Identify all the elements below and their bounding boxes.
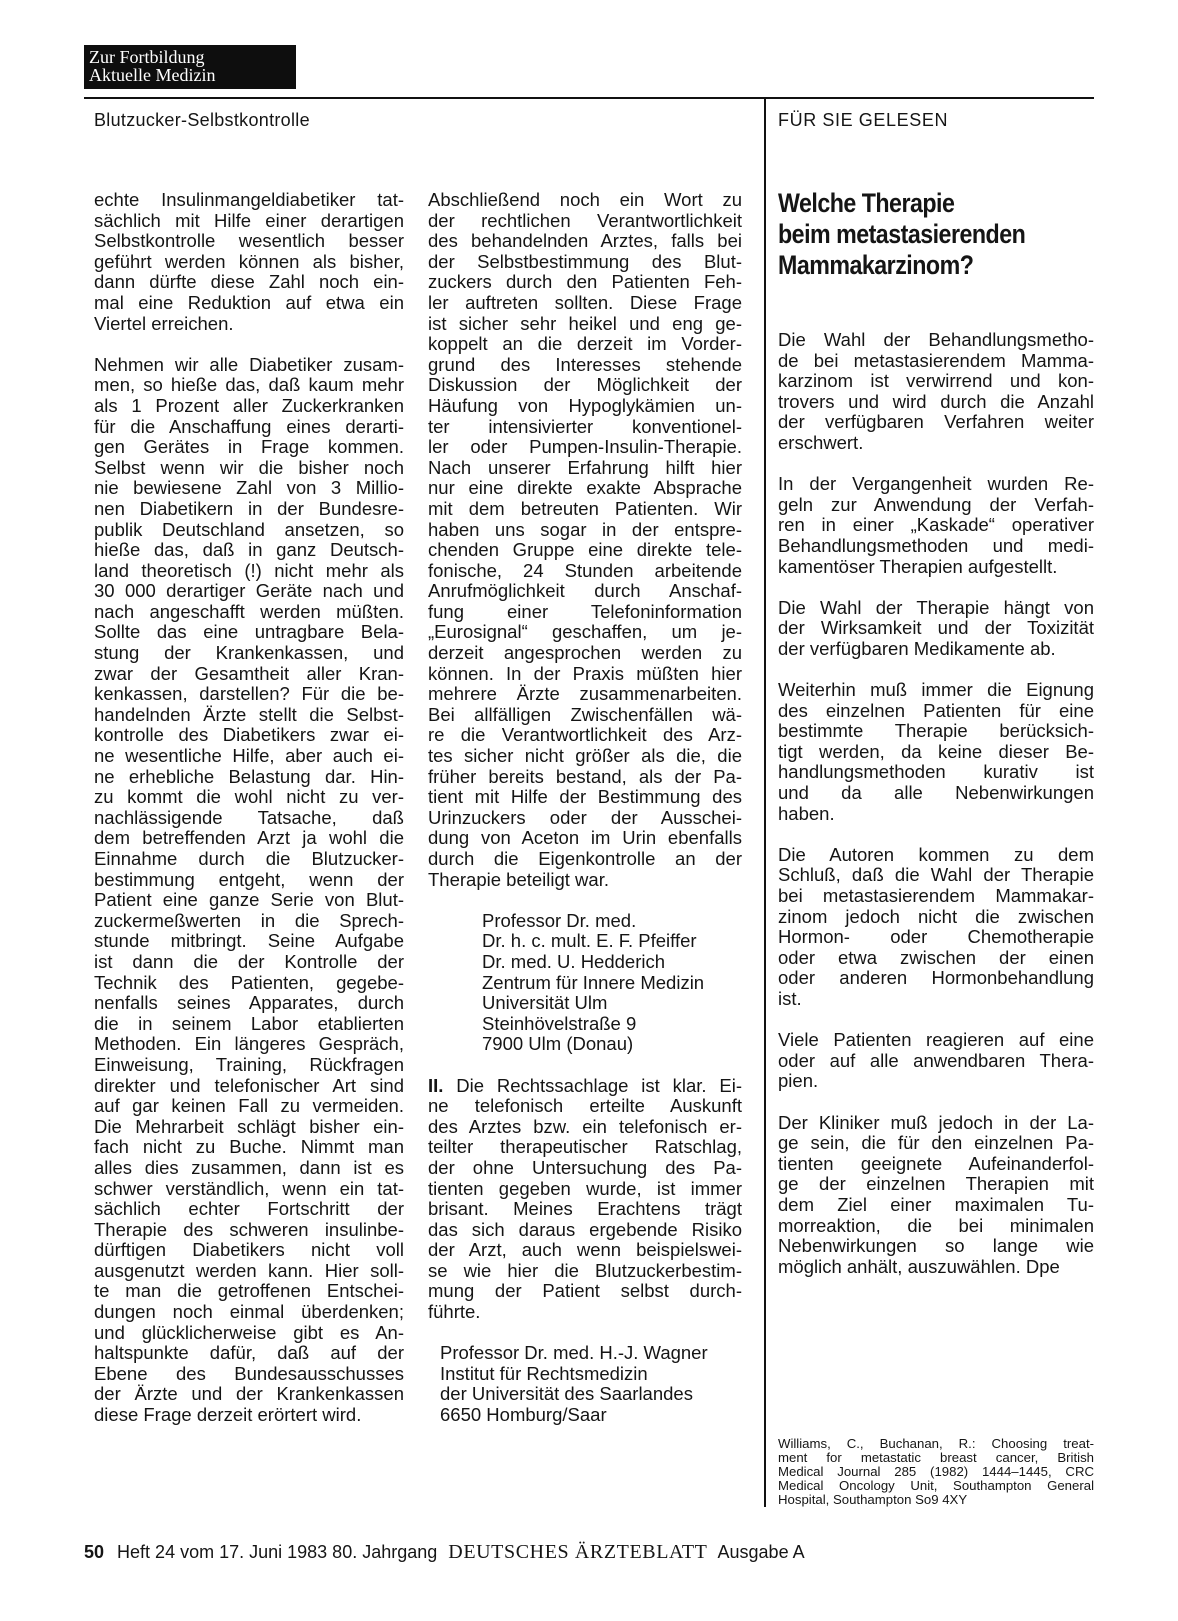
text-line: brisant. Meines Erachtens trägt	[428, 1198, 742, 1220]
text-line: ler auftreten sollten. Diese Frage	[428, 291, 742, 313]
text-line: und glücklicherweise gibt es An-	[94, 1321, 404, 1343]
text-line: ist.	[778, 988, 802, 1009]
text-line: nach angeschafft werden müßten.	[94, 600, 404, 622]
text-line: handlungsmethoden kurativ ist	[778, 761, 1094, 783]
text-line: re die Verantwortlichkeit des Arz-	[428, 724, 742, 746]
text-line: Professor Dr. med. H.-J. Wagner	[440, 1342, 708, 1364]
text-line: das sich daraus ergebende Risiko	[428, 1218, 742, 1240]
text-line: dung von Aceton im Urin ebenfalls	[428, 827, 742, 849]
col3-paragraph	[778, 845, 1094, 1010]
text-line: Medical Oncology Unit, Southampton General	[778, 1478, 1094, 1493]
text-line: trovers und wird durch die Anzahl	[778, 390, 1094, 412]
text-line: zu kommt die wohl nicht zu ver-	[94, 786, 404, 808]
text-line: haben.	[778, 802, 835, 824]
text-line-content: Die Rechtssachlage ist klar. Ei-	[443, 1074, 742, 1096]
text-line: morreaktion, die bei minimalen	[778, 1214, 1094, 1236]
text-line: schwer verständlich, wenn ein tat-	[94, 1177, 404, 1199]
text-line: Selbstkontrolle wesentlich besser	[94, 230, 404, 252]
text-line: publik Deutschland ansetzen, so	[94, 518, 404, 540]
text-line: Ebene des Bundesausschusses	[94, 1362, 404, 1384]
text-line: Häufung von Hypoglykämien un-	[428, 394, 742, 416]
text-line: des Arztes bzw. ein telefonisch er-	[428, 1115, 742, 1137]
text-line: der Wirksamkeit und der Toxizität	[778, 617, 1094, 639]
text-line: ne erhebliche Belastung dar. Hin-	[94, 765, 404, 787]
running-head-right: FÜR SIE GELESEN	[778, 110, 949, 130]
text-line: ter intensivierter konventionel-	[428, 415, 742, 437]
text-line: ler oder Pumpen-Insulin-Therapie.	[428, 436, 742, 458]
text-line: nur eine direkte exakte Absprache	[428, 477, 742, 499]
text-line: ren in einer „Kaskade“ operativer	[778, 514, 1094, 536]
text-line: In der Vergangenheit wurden Re-	[778, 473, 1094, 495]
section-label: II.	[428, 1074, 444, 1096]
section-header-box	[84, 45, 296, 89]
column-divider	[764, 99, 766, 1507]
text-line: die in seinem Labor etablierten	[94, 1012, 404, 1034]
text-line: direkter und telefonischer Art sind	[94, 1074, 404, 1096]
text-line: nie bewiesene Zahl von 3 Millio-	[94, 477, 404, 499]
edition-label: Ausgabe A	[717, 1542, 805, 1562]
text-line: ausgenutzt werden kann. Hier soll-	[94, 1259, 404, 1281]
text-line: sächlich echter Fortschritt der	[94, 1198, 404, 1220]
text-line: alles dies zusammen, dann ist es	[94, 1156, 404, 1178]
text-line: hieße das, daß in ganz Deutsch-	[94, 539, 404, 561]
text-line: ist sicher sehr heikel und eng ge-	[428, 312, 742, 334]
column-2	[428, 190, 742, 1426]
text-line: Sollte das eine untragbare Bela-	[94, 621, 404, 643]
text-line: Einweisung, Training, Rückfragen	[94, 1053, 404, 1075]
text-line: stung der Krankenkassen, und	[94, 642, 404, 664]
text-line: Anrufmöglichkeit durch Anschaf-	[428, 580, 742, 602]
text-line: Abschließend noch ein Wort zu	[428, 189, 742, 210]
text-line: des einzelnen Patienten für eine	[778, 699, 1094, 721]
text-line: fach nicht zu Buche. Nimmt man	[94, 1136, 404, 1158]
text-line: Bei allfälligen Zwischenfällen wä-	[428, 703, 742, 725]
text-line: „Eurosignal“ geschaffen, um je-	[428, 621, 742, 643]
col2-paragraph-1	[428, 190, 742, 890]
text-line: Methoden. Ein längeres Gespräch,	[94, 1033, 404, 1055]
text-line: tient mit Hilfe der Bestimmung des	[428, 786, 742, 808]
text-line: ne wesentliche Hilfe, aber auch ei-	[94, 745, 404, 767]
text-line: geführt werden können als bisher,	[94, 250, 404, 272]
col3-paragraph	[778, 1113, 1094, 1278]
text-line	[428, 1076, 742, 1097]
text-line: ge der einzelnen Therapien mit	[778, 1173, 1094, 1195]
text-line: tes sicher nicht größer als die, die	[428, 745, 742, 767]
text-line: ge sein, die für den einzelnen Pa-	[778, 1132, 1094, 1154]
col3-paragraph	[778, 330, 1094, 454]
text-line: dem Ziel einer maximalen Tu-	[778, 1193, 1094, 1215]
text-line: 6650 Homburg/Saar	[440, 1404, 607, 1426]
text-line: mehrere Ärzte zusammenarbeiten.	[428, 683, 742, 705]
text-line: der Universität des Saarlandes	[440, 1383, 693, 1405]
text-line: echte Insulinmangeldiabetiker tat-	[94, 189, 404, 210]
text-line: nenfalls seines Apparates, durch	[94, 992, 404, 1014]
text-line: dann dürfte diese Zahl noch ein-	[94, 271, 404, 293]
text-line: Einnahme durch die Blutzucker-	[94, 848, 404, 869]
text-line: oder anderen Hormonbehandlung	[778, 967, 1094, 989]
text-line: Selbst wenn wir die bisher noch	[94, 456, 404, 478]
text-line: der verfügbaren Verfahren weiter	[778, 411, 1094, 433]
text-line: können. In der Praxis müßten hier	[428, 662, 742, 684]
text-line: oder auf alle anwendbaren Thera-	[778, 1049, 1094, 1071]
text-line: Medical Journal 285 (1982) 1444–1445, CRC	[778, 1464, 1094, 1479]
text-line: diese Frage derzeit erörtert wird.	[94, 1404, 362, 1426]
text-line: der verfügbaren Medikamente ab.	[778, 637, 1056, 659]
col1-paragraph-1	[94, 190, 404, 334]
running-head-left: Blutzucker-Selbstkontrolle	[94, 110, 310, 130]
text-line: Hospital, Southampton So9 4XY	[778, 1492, 968, 1507]
text-line: Weiterhin muß immer die Eignung	[778, 679, 1094, 701]
text-line: Viele Patienten reagieren auf eine	[778, 1029, 1094, 1051]
text-line: führte.	[428, 1301, 481, 1323]
headline-line-2: beim metastasierenden	[778, 219, 1026, 249]
text-line: Die Mehrarbeit schlägt bisher ein-	[94, 1115, 404, 1137]
text-line: tienten geeignete Aufeinanderfol-	[778, 1152, 1094, 1174]
text-line: haltspunkte dafür, daß auf der	[94, 1342, 404, 1364]
text-line: für die Anschaffung eines derarti-	[94, 415, 404, 437]
text-line: Die Wahl der Behandlungsmetho-	[778, 329, 1094, 350]
col3-paragraph	[778, 474, 1094, 577]
text-line: stunde mitbringt. Seine Aufgabe	[94, 930, 404, 952]
signature-block-2	[428, 1343, 742, 1425]
article-headline	[778, 188, 1053, 281]
header-box-line-2: Aktuelle Medizin	[89, 65, 216, 85]
text-line: der Arzt, auch wenn beispielswei-	[428, 1239, 742, 1261]
text-line: Professor Dr. med.	[482, 909, 637, 931]
text-line: men, so hieße das, daß kaum mehr	[94, 374, 404, 396]
text-line: Patient eine ganze Serie von Blut-	[94, 889, 404, 911]
text-line: zuckermeßwerten in die Sprech-	[94, 909, 404, 931]
text-line: Nebenwirkungen so lange wie	[778, 1235, 1094, 1257]
text-line: der Selbstbestimmung des Blut-	[428, 250, 742, 272]
col3-paragraph	[778, 680, 1094, 824]
text-line: Viertel erreichen.	[94, 312, 234, 334]
text-line: des behandelnden Arztes, falls bei	[428, 230, 742, 252]
text-line: geln zur Anwendung der Verfah-	[778, 493, 1094, 515]
text-line: möglich anhält, auszuwählen. Dpe	[778, 1255, 1060, 1277]
text-line: bestimmte Therapie berücksich-	[778, 720, 1094, 742]
text-line: chenden Gruppe eine direkte tele-	[428, 539, 742, 561]
text-line: Die Wahl der Therapie hängt von	[778, 596, 1094, 618]
text-line: und da alle Nebenwirkungen	[778, 782, 1094, 804]
text-line: Steinhövelstraße 9	[482, 1012, 637, 1034]
text-line: 30 000 derartiger Geräte nach und	[94, 580, 404, 602]
text-line: tigt werden, da keine dieser Be-	[778, 740, 1094, 762]
text-line: Therapie des schweren insulinbe-	[94, 1218, 404, 1240]
text-line: Universität Ulm	[482, 992, 608, 1014]
text-line: Die Autoren kommen zu dem	[778, 843, 1094, 865]
text-line: Schluß, daß die Wahl der Therapie	[778, 864, 1094, 886]
text-line: Hormon- oder Chemotherapie	[778, 926, 1094, 948]
text-line: Nehmen wir alle Diabetiker zusam-	[94, 353, 404, 375]
text-line: mung der Patient selbst durch-	[428, 1280, 742, 1302]
text-line: grund des Interesses stehende	[428, 353, 742, 375]
text-line: ment for metastatic breast cancer, British	[778, 1450, 1094, 1465]
text-line: Der Kliniker muß jedoch in der La-	[778, 1111, 1094, 1133]
col3-paragraph	[778, 598, 1094, 660]
text-line: kontrolle des Diabetikers zwar ei-	[94, 724, 404, 746]
text-line: ne telefonisch erteilte Auskunft	[428, 1095, 742, 1117]
text-line: land theoretisch (!) nicht mehr als	[94, 559, 404, 581]
text-line: bei metastasierendem Mammakar-	[778, 885, 1094, 907]
text-line: der Ärzte und der Krankenkassen	[94, 1383, 404, 1405]
text-line: durch die Eigenkontrolle an der	[428, 848, 742, 869]
column-3	[778, 330, 1094, 1277]
text-line: Dr. med. U. Hedderich	[482, 950, 666, 972]
text-line: karzinom ist verwirrend und kon-	[778, 370, 1094, 392]
text-line: nachlässigende Tatsache, daß	[94, 806, 404, 828]
top-rule	[84, 97, 1094, 99]
text-line: zuckers durch den Patienten Feh-	[428, 271, 742, 293]
text-line: mit dem betreuten Patienten. Wir	[428, 497, 742, 519]
magazine-name: DEUTSCHES ÄRZTEBLATT	[448, 1541, 708, 1563]
text-line: Behandlungsmethoden und medi-	[778, 534, 1094, 556]
text-line: dürftigen Diabetikers nicht voll	[94, 1239, 404, 1261]
text-line: koppelt an die derzeit im Vorder-	[428, 333, 742, 355]
text-line: Williams, C., Buchanan, R.: Choosing treat-	[778, 1436, 1094, 1451]
text-line: zinom jedoch nicht die zwischen	[778, 905, 1094, 927]
text-line: nen Diabetikern in der Bundesre-	[94, 497, 404, 519]
text-line: oder etwa zwischen der einen	[778, 946, 1094, 968]
text-line: früher bereits bestand, als der Pa-	[428, 765, 742, 787]
text-line: Zentrum für Innere Medizin	[482, 971, 705, 993]
text-line: als 1 Prozent aller Zuckerkranken	[94, 394, 404, 416]
text-line: teilter therapeutischer Ratschlag,	[428, 1136, 742, 1158]
text-line: sächlich mit Hilfe einer derartigen	[94, 209, 404, 231]
text-line: haben uns sogar in der entspre-	[428, 518, 742, 540]
text-line: mal eine Reduktion auf etwa ein	[94, 291, 404, 313]
reference-note	[778, 1437, 1094, 1507]
text-line: Technik des Patienten, gegebe-	[94, 971, 404, 993]
text-line: Urinzuckers oder der Ausschei-	[428, 806, 742, 828]
text-line: derzeit angesprochen werden zu	[428, 642, 742, 664]
text-line: 7900 Ulm (Donau)	[482, 1033, 634, 1055]
page-footer	[84, 1541, 805, 1564]
signature-block-1	[428, 911, 742, 1055]
text-line: dungen noch einmal überdenken;	[94, 1301, 404, 1323]
headline-line-3: Mammakarzinom?	[778, 250, 974, 280]
text-line: Dr. h. c. mult. E. F. Pfeiffer	[482, 930, 697, 952]
text-line: fonische, 24 Stunden arbeitende	[428, 559, 742, 581]
text-line: handelnden Ärzte stellt die Selbst-	[94, 703, 404, 725]
col1-paragraph-2	[94, 355, 404, 1426]
text-line: Institut für Rechtsmedizin	[440, 1362, 648, 1384]
text-line: fung einer Telefoninformation	[428, 600, 742, 622]
text-line: auf gar keinen Fall zu vermeiden.	[94, 1095, 404, 1117]
text-line: kamentöser Therapien aufgestellt.	[778, 555, 1058, 577]
text-line: der ohne Untersuchung des Pa-	[428, 1156, 742, 1178]
text-line: erschwert.	[778, 431, 864, 453]
text-line: ist dann die der Kontrolle der	[94, 950, 404, 972]
text-line: de bei metastasierendem Mamma-	[778, 349, 1094, 371]
col3-paragraph	[778, 1030, 1094, 1092]
text-line: te man die getroffenen Entschei-	[94, 1280, 404, 1302]
page-number: 50	[84, 1542, 105, 1562]
text-line: Diskussion der Möglichkeit der	[428, 374, 742, 396]
issue-info: Heft 24 vom 17. Juni 1983 80. Jahrgang	[117, 1542, 438, 1562]
header-box-line-1: Zur Fortbildung	[89, 47, 205, 67]
text-line: se wie hier die Blutzuckerbestim-	[428, 1259, 742, 1281]
text-line: pien.	[778, 1070, 819, 1092]
text-line: tienten gegeben wurde, ist immer	[428, 1177, 742, 1199]
column-1	[94, 190, 404, 1426]
text-line: gen Gerätes in Frage kommen.	[94, 436, 404, 458]
text-line: bestimmung entgeht, wenn der	[94, 868, 404, 890]
text-line: Nach unserer Erfahrung hilft hier	[428, 456, 742, 478]
text-line: zwar der Gesamtheit aller Kran-	[94, 662, 404, 684]
headline-line-1: Welche Therapie	[778, 188, 955, 218]
text-line: der rechtlichen Verantwortlichkeit	[428, 209, 742, 231]
text-line: Therapie beteiligt war.	[428, 868, 609, 890]
text-line: kenkassen, darstellen? Für die be-	[94, 683, 404, 705]
col2-paragraph-2	[428, 1076, 742, 1323]
text-line: dem betreffenden Arzt ja wohl die	[94, 827, 404, 849]
